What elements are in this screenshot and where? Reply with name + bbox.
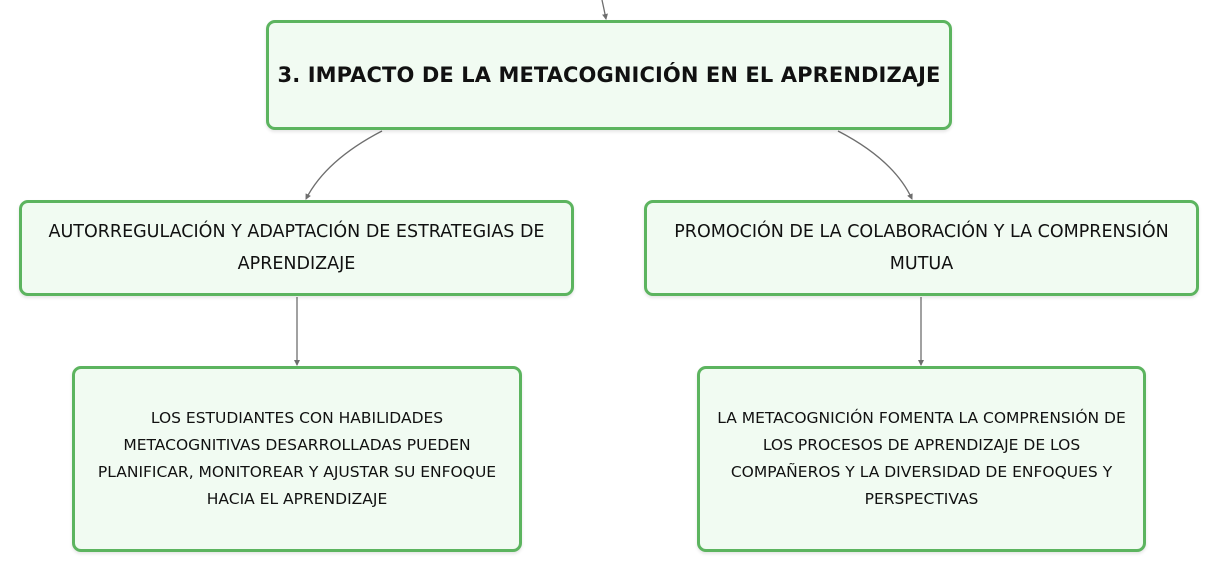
left-branch-label: AUTORREGULACIÓN Y ADAPTACIÓN DE ESTRATEGIAS DE APRENDIZAJE: [48, 222, 545, 274]
right-child-label: LA METACOGNICIÓN FOMENTA LA COMPRENSIÓN DE LOS PROCESOS DE APRENDIZAJE DE LOS COMPAÑEROS Y LA DIVERSIDAD DE ENFOQUES Y PERSPECTIVAS: [717, 409, 1126, 508]
connector-from-parent: [602, 0, 606, 19]
left-child-label: LOS ESTUDIANTES CON HABILIDADES METACOGNITIVAS DESARROLLADAS PUEDEN PLANIFICAR, MONITOREAR Y AJUSTAR SU ENFOQUE HACIA EL APRENDIZAJE: [97, 409, 497, 508]
right-child-node[interactable]: [697, 366, 1146, 552]
connector-root-to-left-branch: [306, 131, 382, 199]
connector-root-to-right-branch: [838, 131, 912, 199]
root-node-label: 3. IMPACTO DE LA METACOGNICIÓN EN EL APRENDIZAJE: [277, 63, 941, 87]
left-branch-node[interactable]: [19, 200, 574, 296]
root-node[interactable]: [266, 20, 952, 130]
right-branch-label: PROMOCIÓN DE LA COLABORACIÓN Y LA COMPRENSIÓN MUTUA: [674, 222, 1169, 274]
left-child-node[interactable]: [72, 366, 522, 552]
right-branch-node[interactable]: [644, 200, 1199, 296]
